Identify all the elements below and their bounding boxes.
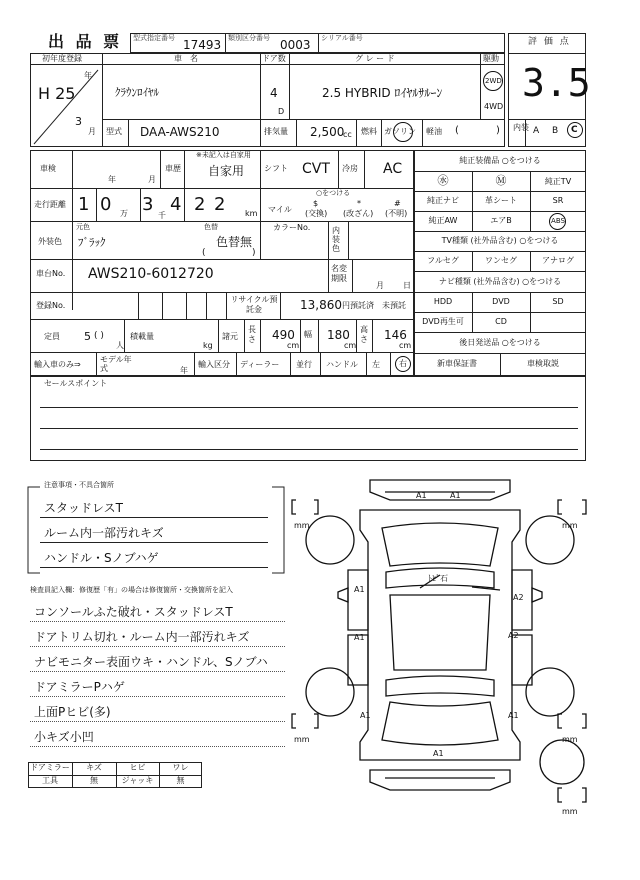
inspector-note-3: ナビモニター表面ウキ・ハンドル、Sノブハ [34, 655, 268, 669]
doors-label: ドア数 [262, 54, 286, 63]
interior-color-label: 内装色 [332, 226, 340, 253]
drive-label: 駆動 [483, 54, 499, 63]
drive-2wd: 2WD [485, 77, 502, 85]
altered-text: (改ざん) [343, 209, 374, 218]
month-unit: 月 [88, 127, 96, 136]
ac-value: AC [383, 161, 403, 177]
oem-item-1-1: ㊌ [437, 174, 449, 187]
class-no-label: 類別区分番号 [228, 34, 270, 42]
later-option-1: 新車保証書 [437, 359, 477, 368]
capacity-paren: ( ) [94, 331, 104, 341]
oem-item-3-1: 純正AW [428, 216, 458, 225]
inspection-month: 月 [148, 175, 156, 184]
oem-item-2-2: 革シート [485, 196, 517, 205]
first-reg-month: 3 [75, 115, 82, 128]
import-label: 輸入車のみ⇒ [34, 360, 81, 369]
navi-option-5: CD [495, 317, 507, 326]
person-unit: 人 [116, 341, 124, 350]
chassis-label: 車台No. [36, 269, 66, 278]
grade-label: グ レ ー ド [355, 54, 395, 63]
history-note: ※未記入は自家用 [196, 151, 251, 159]
inspection-label: 車検 [40, 164, 56, 173]
inspector-label: 検査員記入欄：修復歴「有」の場合は修復箇所・交換箇所を記入 [30, 586, 233, 594]
cc-unit: cc [343, 130, 352, 139]
tv-option-3: アナログ [542, 256, 574, 265]
recycle-unpaid: 未預託 [382, 301, 406, 310]
mileage-digit-4: 4 [170, 194, 182, 215]
inspector-note-4: ドアミラーPハゲ [34, 680, 125, 694]
fuel-selected: ガソリン [384, 127, 416, 136]
unknown-text: (不明) [385, 209, 408, 218]
inspector-note-1: コンソールふた破れ・スタッドレスT [34, 605, 233, 619]
history-value: 自家用 [208, 164, 245, 178]
score-label: 評 価 点 [528, 37, 571, 47]
interior-a: A [533, 126, 540, 136]
mark-rear-bumper: A1 [433, 749, 444, 758]
altered-sym: * [357, 199, 361, 208]
mark-left-rear-door: A1 [354, 633, 365, 642]
caution-label: 注意事項・不具合箇所 [44, 481, 114, 489]
displacement-label: 排気量 [264, 127, 288, 136]
inspector-note-6: 小キズ小凹 [34, 730, 94, 744]
sales-points-label: セールスポイント [44, 379, 108, 388]
later-option-2: 車検取説 [527, 359, 559, 368]
legend-r1-1: ドアミラー [30, 763, 70, 772]
color-value: ﾌﾞﾗｯｸ [78, 236, 106, 249]
handle-label: ハンドル [326, 360, 358, 369]
interior-b: B [552, 126, 559, 136]
width-cm: cm [344, 341, 357, 350]
length-value: 490 [272, 328, 295, 342]
mile-label: マイル [268, 205, 292, 214]
shift-value: CVT [302, 161, 330, 177]
recycle-value: 13,860 [300, 298, 342, 312]
capacity-value: 5 [84, 330, 91, 343]
form-no-label: 型式指定番号 [133, 34, 175, 42]
damage-marks [354, 491, 524, 758]
dealer-option: ディーラー [240, 360, 280, 369]
name-change-label: 名変期限 [331, 264, 347, 283]
color-label: 外装色 [38, 237, 62, 246]
ac-label: 冷房 [342, 164, 358, 173]
capacity-label: 定員 [44, 332, 60, 341]
tv-label: TV種類 (社外品含む) ○をつける [441, 236, 559, 245]
legend-r1-3: ヒビ [129, 763, 146, 772]
unknown-sym: # [394, 199, 401, 208]
color-change-label: 色替 [204, 223, 218, 231]
score-value: 3.5 [522, 61, 591, 105]
handle-left: 左 [372, 360, 380, 369]
legend-r2-4: 無 [176, 776, 185, 785]
color-paren-l: ( [202, 248, 206, 258]
width-value: 180 [327, 328, 350, 342]
navi-option-1: HDD [433, 297, 453, 306]
mm-unit-3: mm [294, 735, 310, 744]
sen-unit: 千 [158, 211, 166, 220]
mileage-digit-5: 2 [194, 194, 206, 215]
exchange-text: (交換) [305, 209, 328, 218]
name-change-month: 月 [376, 281, 384, 290]
serial-label: シリアル番号 [321, 34, 363, 42]
displacement-value: 2,500 [310, 125, 345, 139]
caution-2: ルーム内一部汚れキズ [44, 526, 164, 540]
navi-option-4: DVD再生可 [422, 317, 464, 326]
mark-left-front-door: A1 [354, 585, 365, 594]
recycle-suffix: 円預託済 [342, 301, 374, 310]
doors-value: 4 [270, 86, 278, 100]
import-class-label: 輸入区分 [198, 360, 230, 369]
legend-r1-4: ワレ [172, 763, 189, 772]
navi-option-2: DVD [492, 297, 510, 306]
mark-right-front-door: A2 [513, 593, 524, 602]
interior-c: C [571, 125, 578, 135]
mileage-digit-2: 0 [100, 194, 112, 215]
navi-option-3: SD [552, 297, 564, 306]
doors-suffix: D [278, 107, 285, 116]
color-change-value: 色替無 [216, 235, 253, 249]
mark-left-rear-quarter: A1 [360, 711, 371, 720]
interior-label: 内装 [513, 123, 529, 132]
grade-value: 2.5 HYBRID ﾛｲﾔﾙｻﾙｰﾝ [322, 86, 443, 100]
mm-unit-1: mm [294, 521, 310, 530]
form-no: 17493 [183, 38, 222, 52]
car-damage-diagram [290, 470, 600, 815]
km-unit: km [245, 209, 258, 218]
mark-front-bumper-2: A1 [450, 491, 461, 500]
legend-r1-2: キズ [86, 763, 102, 772]
tv-option-1: フルセグ [427, 256, 459, 265]
unit-options-note: ○をつける [316, 189, 351, 197]
caution-3: ハンドル・Sノブハゲ [44, 551, 159, 565]
first-reg-label: 初年度登録 [42, 54, 82, 63]
spec-label: 諸元 [222, 332, 238, 341]
legend-r2-2: 無 [90, 776, 98, 785]
length-label: 長さ [248, 325, 256, 344]
legend-r2-1: 工具 [42, 776, 58, 785]
recycle-label: リサイクル預託金 [230, 295, 278, 314]
oem-item-2-1: 純正ナビ [427, 196, 459, 205]
original-color-label: 元色 [76, 223, 90, 231]
height-cm: cm [399, 341, 412, 350]
mark-front-bumper-1: A1 [416, 491, 427, 500]
mark-right-rear-quarter: A1 [508, 711, 519, 720]
load-kg: kg [203, 341, 213, 350]
first-reg-era: H 25 [38, 84, 76, 103]
chassis-value: AWS210-6012720 [88, 266, 214, 282]
oem-item-3-2: エアB [490, 216, 512, 225]
color-no-label: カラーNo. [273, 223, 311, 232]
load-label: 積載量 [130, 332, 154, 341]
oem-item-3-3: ABS [551, 217, 565, 225]
class-no: 0003 [280, 38, 311, 52]
history-label: 車歴 [165, 164, 181, 173]
exchange-sym: $ [313, 199, 319, 208]
model-year-label: モデル年式 [100, 355, 132, 373]
car-name: ｸﾗｳﾝﾛｲﾔﾙ [115, 86, 159, 99]
mileage-label: 走行距離 [34, 200, 66, 209]
navi-label: ナビ種類 (社外品含む) ○をつける [438, 277, 562, 286]
fuel-label: 燃料 [361, 127, 377, 136]
oem-item-1-3: 純正TV [544, 177, 572, 186]
width-label: 幅 [304, 330, 312, 339]
handle-right: 右 [399, 359, 407, 368]
length-cm: cm [287, 341, 300, 350]
oem-label: 純正装備品 ○をつける [459, 156, 541, 165]
mileage-digit-1: 1 [78, 194, 90, 215]
height-value: 146 [384, 328, 407, 342]
inspector-note-2: ドアトリム切れ・ルーム内一部汚れキズ [34, 630, 250, 644]
inspection-year: 年 [108, 175, 116, 184]
mark-right-rear-door: A2 [508, 631, 519, 640]
shift-label: シフト [264, 164, 288, 173]
later-label: 後日発送品 ○をつける [459, 338, 541, 347]
mm-unit-5: mm [562, 807, 578, 815]
model-label: 型式 [106, 127, 122, 136]
mark-roof: ﾄﾋﾞ石 [428, 574, 448, 583]
oem-item-1-2: Ⓜ [495, 174, 507, 187]
man-unit: 万 [120, 209, 128, 218]
oem-item-2-3: SR [552, 196, 564, 205]
mm-unit-4: mm [562, 735, 578, 744]
caution-1: スタッドレスT [44, 501, 123, 515]
drive-4wd: 4WD [484, 102, 504, 111]
year-unit: 年 [84, 71, 92, 80]
registration-label: 登録No. [36, 301, 66, 310]
sheet-title: 出 品 票 [48, 32, 123, 51]
diesel-label: 軽油 [426, 127, 442, 136]
car-name-label: 車 名 [174, 54, 198, 63]
inspector-note-5: 上面Pヒビ(多) [34, 705, 111, 719]
mileage-digit-6: 2 [214, 194, 226, 215]
height-label: 高さ [360, 325, 368, 344]
tv-option-2: ワンセグ [485, 256, 517, 265]
color-paren-r: ) [252, 248, 256, 258]
legend-r2-3: ジャッキ [121, 776, 154, 785]
model-value: DAA-AWS210 [140, 125, 220, 139]
parallel-option: 並行 [296, 360, 312, 369]
mileage-digit-3: 3 [142, 194, 154, 215]
mm-unit-2: mm [562, 521, 578, 530]
